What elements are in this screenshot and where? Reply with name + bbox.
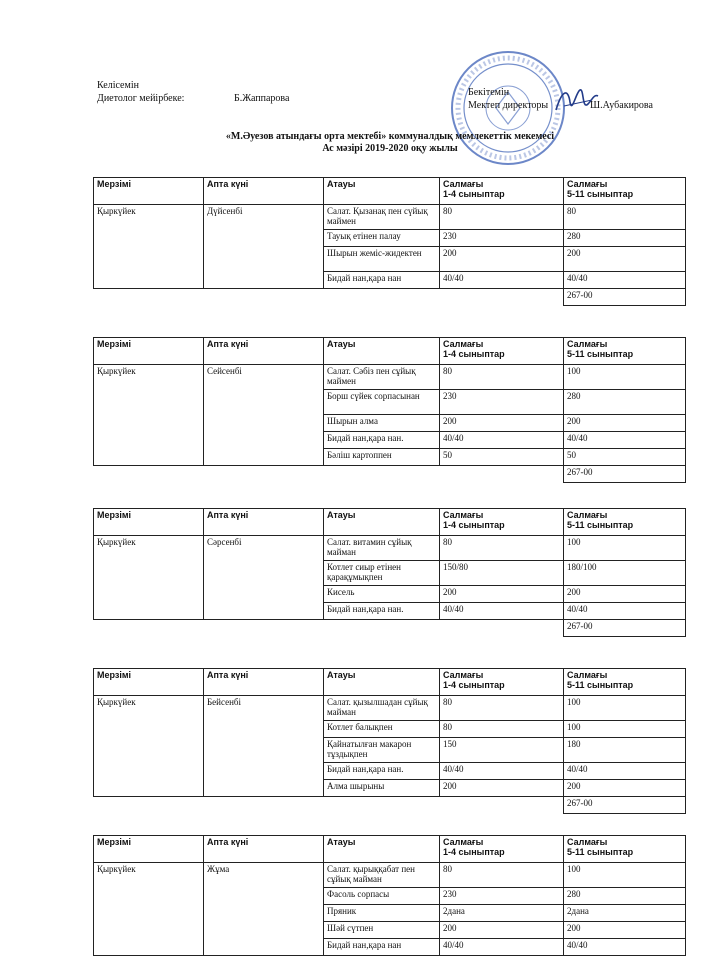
cell-weight-5-11: 100 [564,863,686,888]
col-weight-5-11: Салмағы 5-11 сыныптар [564,338,686,365]
cell-weight-1-4: 80 [440,863,564,888]
cell-weight-5-11: 40/40 [564,939,686,956]
table-header-row [94,669,686,696]
cell-dish: Котлет сиыр етінен қарақұмықпен [324,561,440,586]
cell-dish: Салат. Қызанақ пен сүйық маймен [324,205,440,230]
cell-dish: Салат. қызылшадан сұйық майман [324,696,440,721]
cell-month: Қыркүйек [94,365,204,466]
cell-weekday: Жұма [204,863,324,956]
cell-weight-1-4: 40/40 [440,763,564,780]
cell-weight-5-11: 2дана [564,905,686,922]
cell-weight-5-11: 40/40 [564,763,686,780]
col-dish: Атауы [324,836,440,863]
col-weight-1-4: Салмағы 1-4 сыныптар [440,178,564,205]
dietitian-name: Б.Жаппарова [234,93,290,104]
cell-dish: Алма шырыны [324,780,440,797]
cell-dish: Шырын жеміс-жидектен [324,247,440,272]
cell-weight-1-4: 40/40 [440,603,564,620]
dietitian-label: Диетолог мейірбеке: [97,93,185,104]
total-row [94,797,686,814]
cell-dish: Бидай нан,қара нан. [324,763,440,780]
cell-dish: Қайнатылған макарон тұздықпен [324,738,440,763]
cell-weight-5-11: 280 [564,888,686,905]
cell-dish: Бидай нан,қара нан [324,272,440,289]
col-weight-5-11: Салмағы 5-11 сыныптар [564,178,686,205]
cell-weight-1-4: 150/80 [440,561,564,586]
menu-table-thursday [93,668,686,814]
cell-weight-5-11: 100 [564,365,686,390]
table-row [94,863,686,888]
cell-weight-1-4: 2дана [440,905,564,922]
cell-weight-1-4: 200 [440,922,564,939]
cell-dish: Котлет балықпен [324,721,440,738]
document-subtitle: Ас мәзірі 2019-2020 оқу жылы [322,143,458,154]
cell-dish: Бидай нан,қара нан [324,939,440,956]
cell-weight-1-4: 80 [440,365,564,390]
cell-weight-5-11: 100 [564,696,686,721]
col-weight-1-4: Салмағы 1-4 сыныптар [440,509,564,536]
cell-weekday: Дүйсенбі [204,205,324,289]
cell-weight-1-4: 200 [440,780,564,797]
cell-dish: Фасоль сорпасы [324,888,440,905]
cell-weight-1-4: 80 [440,721,564,738]
cell-dish: Бидай нан,қара нан. [324,603,440,620]
cell-weight-5-11: 280 [564,390,686,415]
cell-dish: Бидай нан,қара нан. [324,432,440,449]
cell-weight-5-11: 200 [564,780,686,797]
document-title: «М.Әуезов атындағы орта мектебі» коммуналдық мемлекеттік мекемесі [225,131,555,142]
cell-dish: Салат. витамин сұйық майман [324,536,440,561]
table-header-row [94,836,686,863]
cell-weight-1-4: 230 [440,390,564,415]
total-row [94,289,686,306]
col-dish: Атауы [324,509,440,536]
cell-month: Қыркүйек [94,536,204,620]
col-date: Мерзімі [94,836,204,863]
cell-weight-1-4: 40/40 [440,272,564,289]
cell-weight-1-4: 50 [440,449,564,466]
cell-total: 267-00 [564,289,686,306]
table-header-row [94,338,686,365]
cell-weight-1-4: 200 [440,247,564,272]
approved-label: Бекітемін [468,87,510,98]
col-weight-1-4: Салмағы 1-4 сыныптар [440,669,564,696]
cell-weight-1-4: 200 [440,586,564,603]
cell-weight-1-4: 40/40 [440,432,564,449]
cell-weight-5-11: 200 [564,586,686,603]
col-date: Мерзімі [94,338,204,365]
table-row [94,696,686,721]
col-weekday: Апта күні [204,836,324,863]
total-row [94,620,686,637]
cell-dish: Шырын алма [324,415,440,432]
menu-table-monday [93,177,686,306]
cell-month: Қыркүйек [94,205,204,289]
cell-month: Қыркүйек [94,696,204,797]
cell-weight-1-4: 230 [440,888,564,905]
col-weekday: Апта күні [204,178,324,205]
cell-weight-5-11: 200 [564,247,686,272]
cell-weight-5-11: 100 [564,536,686,561]
agreed-label: Келісемін [97,80,139,91]
cell-weight-1-4: 80 [440,205,564,230]
col-dish: Атауы [324,669,440,696]
cell-weight-5-11: 200 [564,922,686,939]
cell-total: 267-00 [564,466,686,483]
col-weight-1-4: Салмағы 1-4 сыныптар [440,338,564,365]
total-row [94,466,686,483]
director-label: Мектеп директоры [468,100,549,111]
col-weekday: Апта күні [204,509,324,536]
col-date: Мерзімі [94,178,204,205]
cell-dish: Пряник [324,905,440,922]
cell-weekday: Сәрсенбі [204,536,324,620]
cell-dish: Кисель [324,586,440,603]
cell-weight-1-4: 80 [440,536,564,561]
col-weight-5-11: Салмағы 5-11 сыныптар [564,509,686,536]
cell-weight-5-11: 80 [564,205,686,230]
cell-weight-5-11: 100 [564,721,686,738]
cell-weight-5-11: 40/40 [564,603,686,620]
cell-weight-5-11: 200 [564,415,686,432]
col-weight-1-4: Салмағы 1-4 сыныптар [440,836,564,863]
cell-total: 267-00 [564,620,686,637]
table-header-row [94,509,686,536]
cell-month: Қыркүйек [94,863,204,956]
menu-table-friday [93,835,686,956]
cell-dish: Салат. қырыққабат пен сұйық майман [324,863,440,888]
cell-weight-5-11: 40/40 [564,272,686,289]
director-name: Ш.Аубакирова [590,100,653,111]
cell-weight-5-11: 50 [564,449,686,466]
cell-weight-1-4: 150 [440,738,564,763]
menu-table-wednesday [93,508,686,637]
col-weekday: Апта күні [204,669,324,696]
col-dish: Атауы [324,178,440,205]
cell-weight-5-11: 180/100 [564,561,686,586]
cell-weight-5-11: 180 [564,738,686,763]
cell-weight-5-11: 280 [564,230,686,247]
col-date: Мерзімі [94,509,204,536]
cell-dish: Борш сүйек сорпасынан [324,390,440,415]
cell-dish: Шәй сүтпен [324,922,440,939]
col-weekday: Апта күні [204,338,324,365]
cell-weight-1-4: 40/40 [440,939,564,956]
cell-weekday: Бейсенбі [204,696,324,797]
cell-dish: Бәліш картоппен [324,449,440,466]
cell-weekday: Сейсенбі [204,365,324,466]
cell-weight-5-11: 40/40 [564,432,686,449]
col-date: Мерзімі [94,669,204,696]
cell-dish: Тауық етінен палау [324,230,440,247]
cell-weight-1-4: 80 [440,696,564,721]
table-header-row [94,178,686,205]
table-row [94,205,686,230]
cell-weight-1-4: 200 [440,415,564,432]
cell-dish: Салат. Сәбіз пен сұйық маймен [324,365,440,390]
menu-table-tuesday [93,337,686,483]
cell-total: 267-00 [564,797,686,814]
table-row [94,536,686,561]
cell-weight-1-4: 230 [440,230,564,247]
col-weight-5-11: Салмағы 5-11 сыныптар [564,669,686,696]
col-dish: Атауы [324,338,440,365]
table-row [94,365,686,390]
col-weight-5-11: Салмағы 5-11 сыныптар [564,836,686,863]
